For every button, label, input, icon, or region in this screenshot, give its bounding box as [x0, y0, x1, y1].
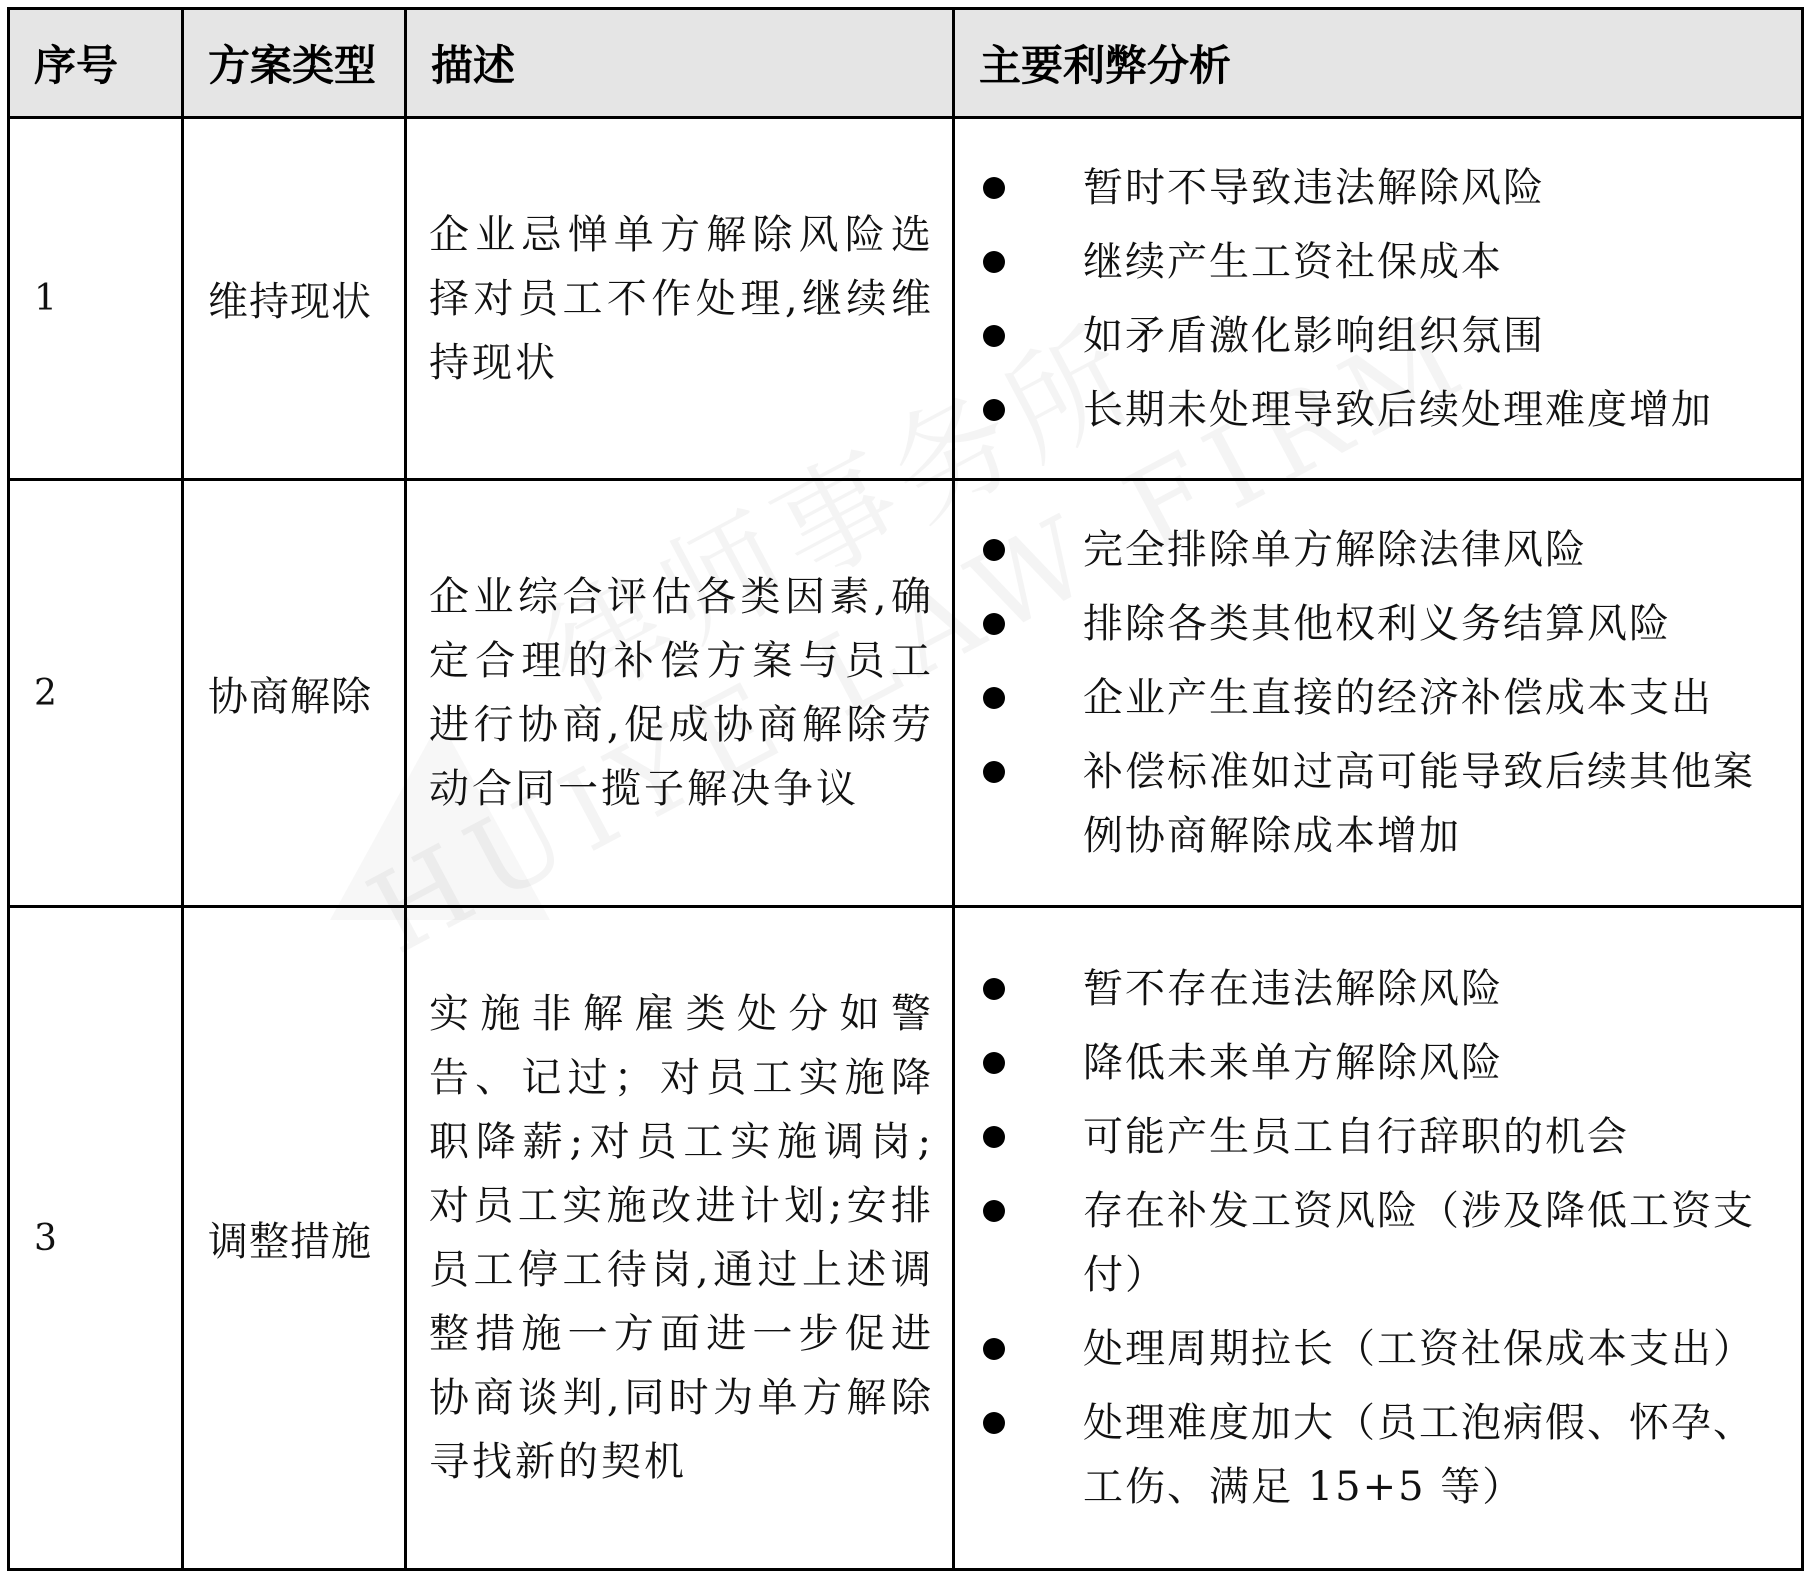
row-type: 协商解除	[183, 480, 406, 907]
analysis-list	[975, 156, 1783, 442]
bullet-icon	[983, 399, 1005, 421]
analysis-item	[975, 156, 1783, 220]
analysis-item	[975, 304, 1783, 368]
row-type: 调整措施	[183, 907, 406, 1570]
analysis-text: 企业产生直接的经济补偿成本支出	[1083, 675, 1713, 721]
analysis-text: 暂不存在违法解除风险	[1083, 966, 1503, 1012]
analysis-text: 补偿标准如过高可能导致后续其他案例协商解除成本增加	[1083, 749, 1755, 859]
analysis-text: 存在补发工资风险（涉及降低工资支付）	[1083, 1188, 1755, 1298]
row-analysis	[954, 480, 1803, 907]
bullet-icon	[983, 613, 1005, 635]
analysis-list	[975, 957, 1783, 1519]
row-analysis	[954, 118, 1803, 480]
analysis-text: 如矛盾激化影响组织氛围	[1083, 312, 1545, 359]
analysis-item	[975, 957, 1783, 1021]
bullet-icon	[983, 1052, 1005, 1074]
table-row	[9, 480, 1803, 907]
row-index: 1	[9, 118, 183, 480]
row-description: 企业综合评估各类因素,确定合理的补偿方案与员工进行协商,促成协商解除劳动合同一揽子解决争议	[406, 480, 954, 907]
bullet-icon	[983, 1338, 1005, 1360]
plan-comparison-table	[7, 7, 1804, 1571]
analysis-item	[975, 740, 1783, 868]
header-analysis: 主要利弊分析	[954, 9, 1803, 118]
bullet-icon	[983, 1126, 1005, 1148]
analysis-text: 排除各类其他权利义务结算风险	[1083, 601, 1671, 647]
row-analysis	[954, 907, 1803, 1570]
bullet-icon	[983, 1412, 1005, 1434]
bullet-icon	[983, 1200, 1005, 1222]
analysis-list	[975, 518, 1783, 868]
bullet-icon	[983, 251, 1005, 273]
header-type: 方案类型	[183, 9, 406, 118]
bullet-icon	[983, 177, 1005, 199]
analysis-text: 处理难度加大（员工泡病假、怀孕、工伤、满足 15+5 等）	[1083, 1400, 1755, 1510]
bullet-icon	[983, 761, 1005, 783]
analysis-item	[975, 1105, 1783, 1169]
analysis-text: 长期未处理导致后续处理难度增加	[1083, 386, 1713, 433]
analysis-item	[975, 518, 1783, 582]
bullet-icon	[983, 687, 1005, 709]
row-index: 3	[9, 907, 183, 1570]
table-header-row	[9, 9, 1803, 118]
analysis-item	[975, 1179, 1783, 1307]
analysis-text: 完全排除单方解除法律风险	[1083, 527, 1587, 573]
bullet-icon	[983, 539, 1005, 561]
analysis-item	[975, 1317, 1783, 1381]
header-description: 描述	[406, 9, 954, 118]
analysis-item	[975, 666, 1783, 730]
row-description: 企业忌惮单方解除风险选择对员工不作处理,继续维持现状	[406, 118, 954, 480]
table-row	[9, 907, 1803, 1570]
header-index: 序号	[9, 9, 183, 118]
row-index: 2	[9, 480, 183, 907]
analysis-item	[975, 230, 1783, 294]
analysis-item	[975, 1391, 1783, 1519]
analysis-item	[975, 1031, 1783, 1095]
analysis-text: 继续产生工资社保成本	[1083, 238, 1503, 285]
analysis-item	[975, 378, 1783, 442]
analysis-item	[975, 592, 1783, 656]
table-row	[9, 118, 1803, 480]
analysis-text: 可能产生员工自行辞职的机会	[1083, 1114, 1629, 1160]
row-description: 实施非解雇类处分如警告、记过；对员工实施降职降薪;对员工实施调岗;对员工实施改进计划;安排员工停工待岗,通过上述调整措施一方面进一步促进协商谈判,同时为单方解除寻找新的契机	[406, 907, 954, 1570]
row-type: 维持现状	[183, 118, 406, 480]
bullet-icon	[983, 978, 1005, 1000]
analysis-text: 处理周期拉长（工资社保成本支出）	[1083, 1326, 1755, 1372]
analysis-text: 暂时不导致违法解除风险	[1083, 164, 1545, 211]
bullet-icon	[983, 325, 1005, 347]
analysis-text: 降低未来单方解除风险	[1083, 1040, 1503, 1086]
